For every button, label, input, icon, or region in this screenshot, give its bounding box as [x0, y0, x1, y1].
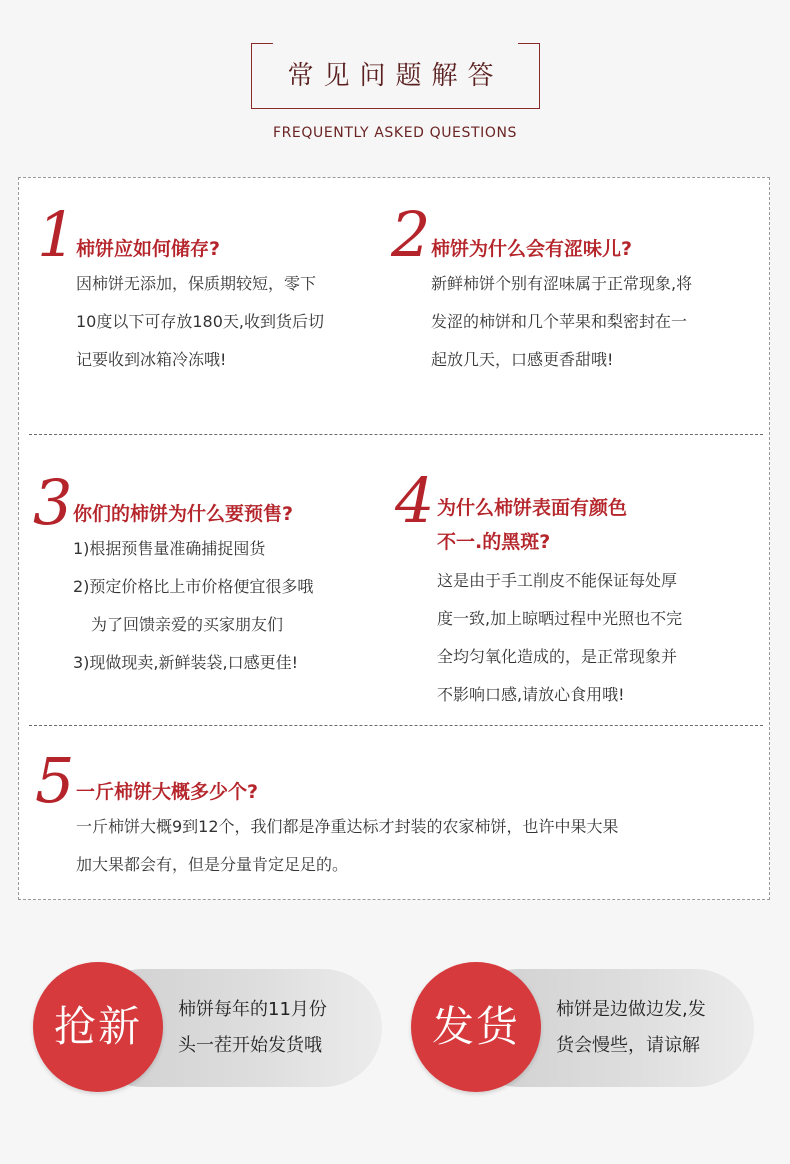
- badge-circle-label: 抢新: [33, 962, 163, 1092]
- page-title: 常见问题解答: [287, 61, 504, 91]
- faq-number: 3: [33, 466, 73, 539]
- faq-number: 4: [395, 464, 435, 537]
- faq-question: 你们的柿饼为什么要预售?: [73, 503, 294, 525]
- faq-number: 5: [35, 744, 75, 817]
- faq-answer: 这是由于手工削皮不能保证每处厚 度一致,加上晾晒过程中光照也不完 全均匀氧化造成的，是正常现象并 不影响口感,请放心食用哦!: [437, 571, 683, 704]
- faq-number: 2: [391, 198, 431, 271]
- faq-question: 为什么柿饼表面有颜色 不一.的黑斑?: [437, 497, 628, 553]
- badge-text: 柿饼每年的11月份 头一茬开始发货哦: [178, 999, 327, 1056]
- faq-answer: 一斤柿饼大概9到12个，我们都是净重达标才封装的农家柿饼，也许中果大果 加大果都会有，但是分量肯定足足的。: [76, 817, 619, 874]
- faq-question: 柿饼为什么会有涩味儿?: [431, 238, 633, 260]
- faq-answer: 新鲜柿饼个别有涩味属于正常现象,将 发涩的柿饼和几个苹果和梨密封在一 起放几天，口感更香甜哦!: [431, 274, 693, 369]
- faq-panel: [18, 177, 770, 900]
- faq-number: 1: [37, 198, 77, 271]
- faq-answer: 因柿饼无添加，保质期较短，零下 10度以下可存放180天,收到货后切 记要收到冰箱冷冻哦!: [76, 274, 324, 369]
- faq-divider: [29, 725, 763, 726]
- faq-answer: 1)根据预售量准确捕捉囤货 2)预定价格比上市价格便宜很多哦 为了回馈亲爱的买家朋友们 3)现做现卖,新鲜装袋,口感更佳!: [73, 539, 314, 672]
- faq-divider: [29, 434, 763, 435]
- faq-question: 柿饼应如何储存?: [76, 238, 221, 260]
- faq-question: 一斤柿饼大概多少个?: [76, 781, 259, 803]
- page-subtitle: FREQUENTLY ASKED QUESTIONS: [272, 125, 518, 141]
- badge-circle-label: 发货: [411, 962, 541, 1092]
- badge-text: 柿饼是边做边发,发 货会慢些，请谅解: [556, 999, 706, 1056]
